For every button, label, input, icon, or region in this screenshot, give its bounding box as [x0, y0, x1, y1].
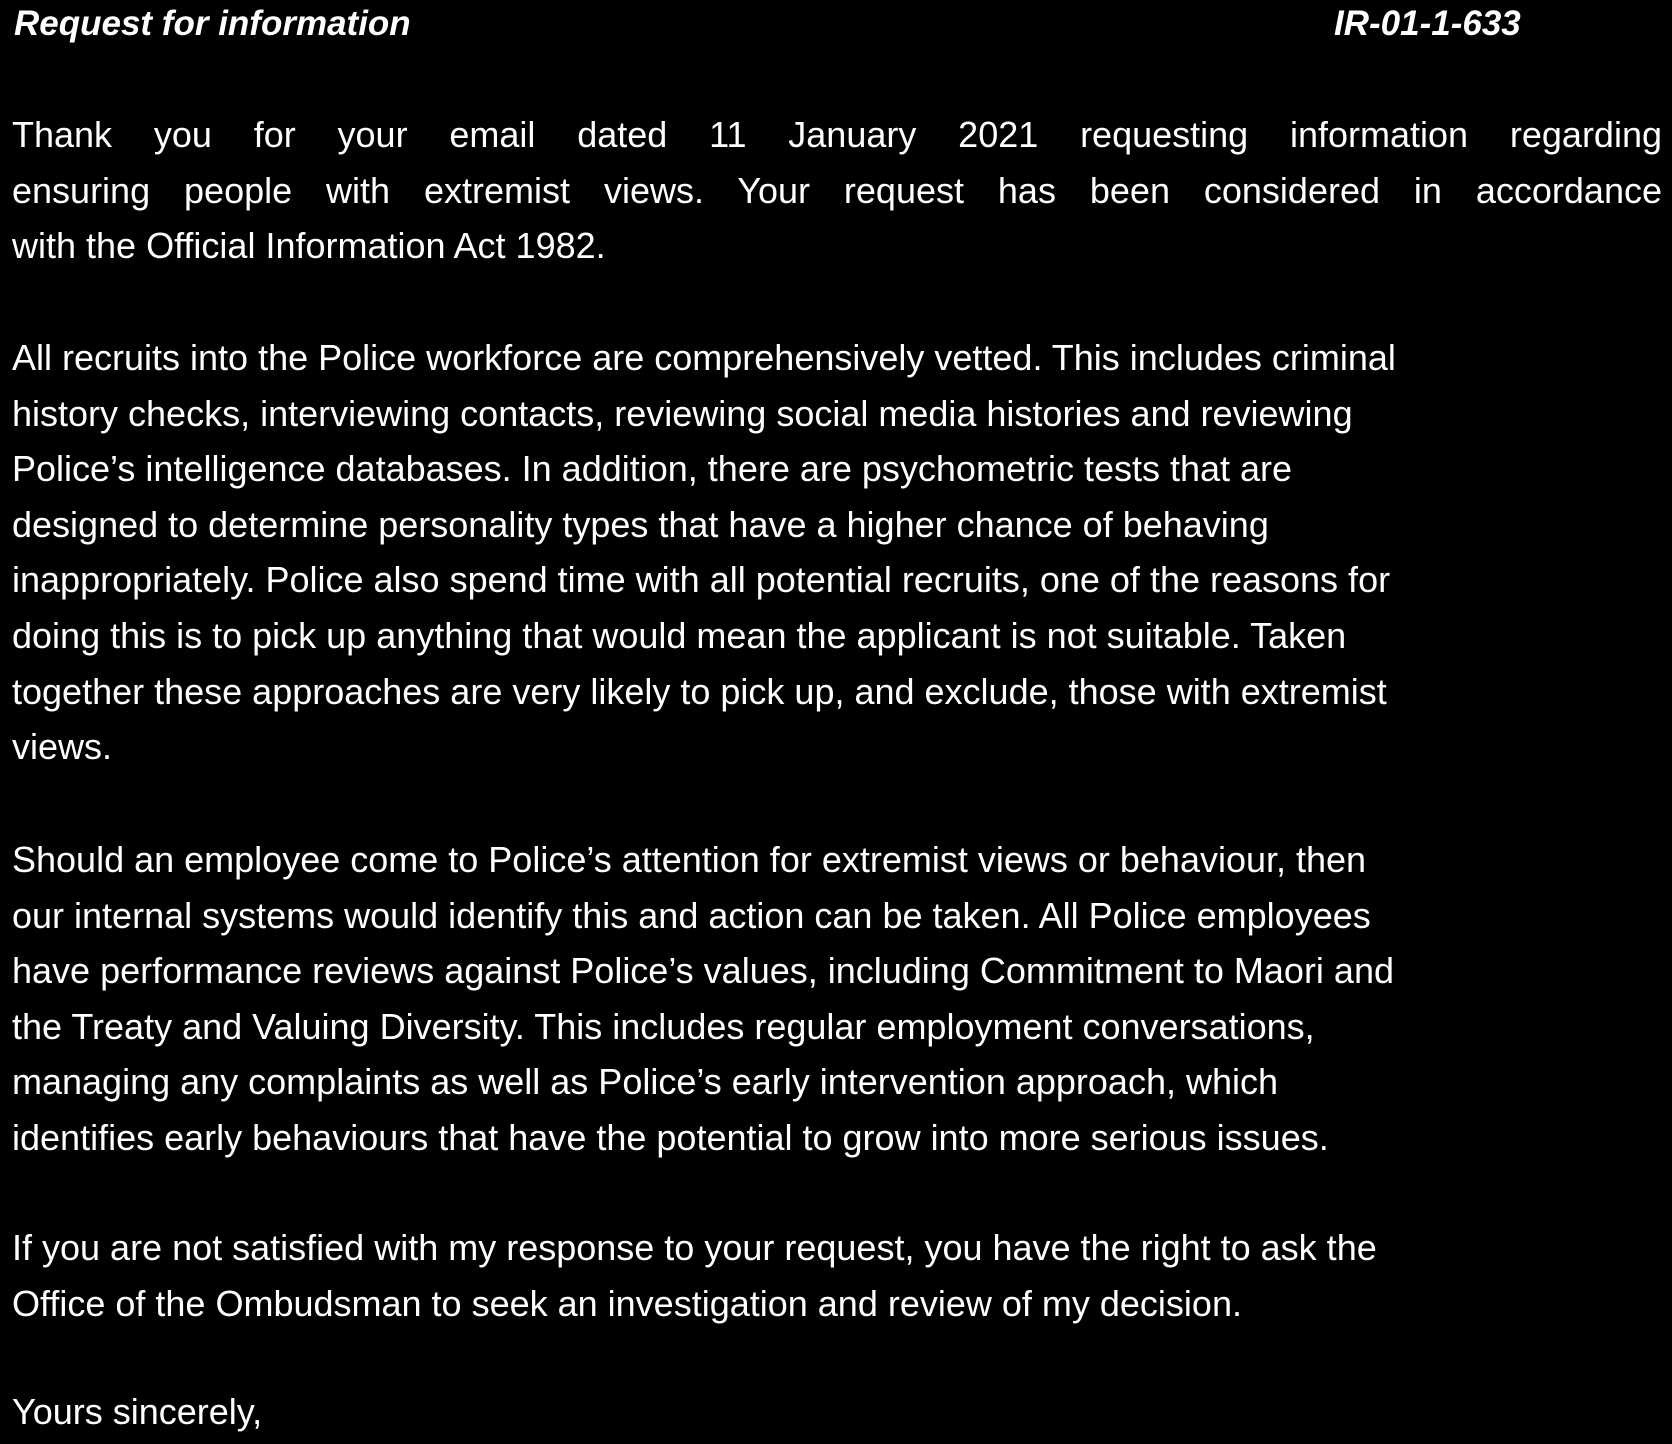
text-line: the Treaty and Valuing Diversity. This includes regular employment conversations, [12, 1005, 1315, 1047]
text-line: Thank you for your email dated 11 January 2021 requesting information regarding [12, 114, 1662, 155]
text-line: our internal systems would identify this and action can be taken. All Police employees [12, 894, 1371, 936]
closing-salutation [12, 1384, 1662, 1440]
closing-text: Yours sincerely, [12, 1391, 263, 1432]
text-line: Office of the Ombudsman to seek an investigation and review of my decision. [12, 1282, 1242, 1324]
text-line: inappropriately. Police also spend time with all potential recruits, one of the reasons for [12, 559, 1391, 601]
vetting-paragraph [12, 330, 1662, 775]
employee-paragraph [12, 832, 1662, 1166]
text-line: managing any complaints as well as Police’s early intervention approach, which [12, 1061, 1279, 1103]
text-line: views. [12, 726, 113, 768]
text-line: doing this is to pick up anything that would mean the applicant is not suitable. Taken [12, 614, 1347, 656]
request-title: Request for information [14, 4, 411, 43]
text-line: have performance reviews against Police’s values, including Commitment to Maori and [12, 950, 1394, 992]
letter-header [10, 0, 1666, 50]
text-line: Should an employee come to Police’s attention for extremist views or behaviour, then [12, 839, 1367, 880]
text-line: designed to determine personality types that have a higher chance of behaving [12, 503, 1269, 545]
ombudsman-paragraph [12, 1220, 1662, 1331]
text-line: If you are not satisfied with my response to your request, you have the right to ask the [12, 1227, 1377, 1268]
text-line: All recruits into the Police workforce are comprehensively vetted. This includes criminal [12, 337, 1396, 378]
text-line: ensuring people with extremist views. Your request has been considered in accordance [12, 169, 1662, 211]
text-line: Police’s intelligence databases. In addition, there are psychometric tests that are [12, 448, 1293, 490]
intro-paragraph [12, 107, 1662, 274]
text-line: with the Official Information Act 1982. [12, 225, 606, 267]
text-line: history checks, interviewing contacts, reviewing social media histories and reviewing [12, 392, 1353, 434]
reference-number: IR-01-1-633 [1334, 4, 1521, 43]
letter-document [10, 0, 1666, 1432]
text-line: identifies early behaviours that have the potential to grow into more serious issues. [12, 1116, 1329, 1158]
text-line: together these approaches are very likely to pick up, and exclude, those with extremist [12, 670, 1387, 712]
